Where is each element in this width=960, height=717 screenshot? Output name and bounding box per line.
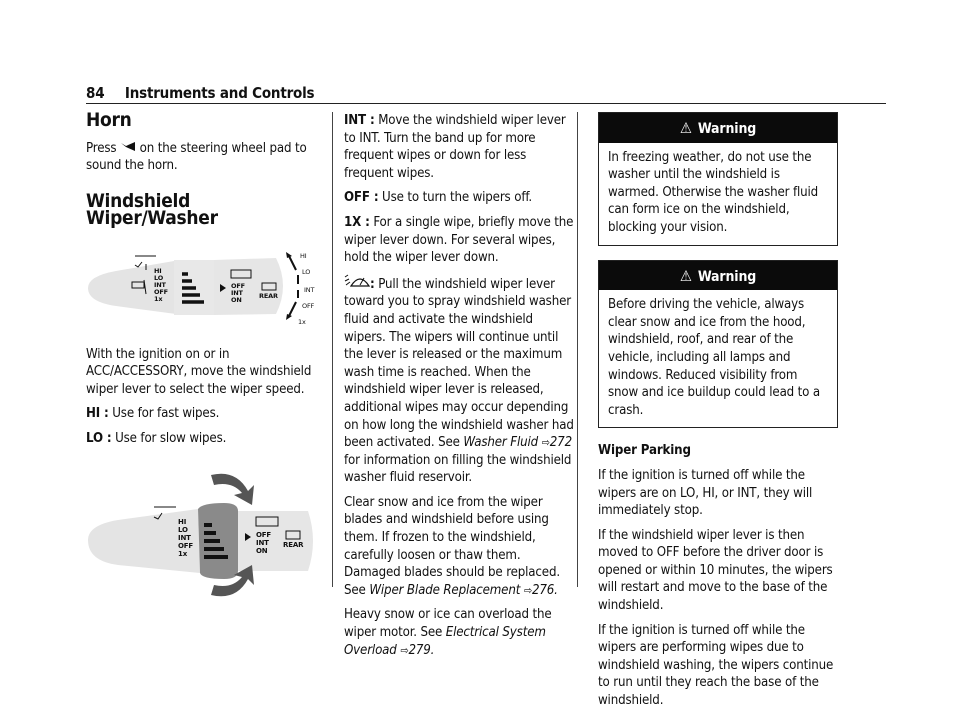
header-rule <box>86 103 886 104</box>
electrical-overload-ref[interactable]: Electrical System Overload <box>344 625 546 658</box>
column-2 <box>344 112 576 666</box>
warning-box-2 <box>598 260 838 429</box>
wiper-intro: With the ignition on or in ACC/ACCESSORY, move the windshield wiper lever to select the wiper speed. <box>86 346 312 397</box>
column-divider-1 <box>332 112 333 587</box>
fig1-label-off: OFF <box>154 287 168 296</box>
ref-arrow: ⇨ <box>523 583 532 597</box>
warning-title-2: ⚠ Warning <box>599 261 837 291</box>
washer-icon <box>344 274 370 288</box>
page-header <box>86 84 886 102</box>
fig1-label-1x: 1x <box>154 294 163 303</box>
parking-paragraph-3: If the ignition is turned off while the wipers are performing wipes due to windshield washing, the wipers continue to run until they reach the base of the windshield. <box>598 622 834 709</box>
horn-heading: Horn <box>86 109 132 131</box>
ref-arrow: ⇨ <box>400 643 409 657</box>
horn-paragraph <box>86 140 318 175</box>
column-1 <box>86 109 318 612</box>
fig2-label-lo: LO <box>178 525 188 534</box>
wiper-lever-figure-2 <box>86 467 318 607</box>
fig2-label-1x: 1x <box>178 549 188 558</box>
fig2-label-int: INT <box>178 533 191 542</box>
wiper-parking-heading: Wiper Parking <box>598 443 691 459</box>
onex-item: 1X : For a single wipe, briefly move the wiper lever down. For several wipes, hold the wiper lever down. <box>344 214 574 266</box>
hi-item: HI : Use for fast wipes. <box>86 406 220 422</box>
horn-icon <box>120 141 136 152</box>
fig1-label-hi: HI <box>154 266 162 275</box>
off-item: OFF : Use to turn the wipers off. <box>344 190 533 206</box>
fig1-label-lo: LO <box>154 273 164 282</box>
column-3 <box>598 112 838 717</box>
fig1-pos-off: OFF <box>302 301 315 310</box>
fig2-mode-on: ON <box>256 546 268 555</box>
warning-text-2: Before driving the vehicle, always clear snow and ice from the hood, windshield, roof, and rear of the vehicle, including all lamps and windows. Reduced visibility from snow and ice buildup could lead to a crash. <box>608 297 821 418</box>
clear-paragraph: Clear snow and ice from the wiper blades and windshield before using them. If frozen to the windshield, carefully loosen or thaw them. Damaged blades should be replaced. See Wiper Blade Replacement ⇨276. <box>344 494 560 598</box>
washer-item: : Pull the windshield wiper lever toward you to spray windshield washer fluid and activate the windshield wipers. The wipers will continue until the lever is released or the maximum wash time is reached. When the windshield wiper lever is released, additional wipes may occur depending on how long the windshield washer had been activated. See Washer Fluid ⇨272 for information on filling the windshield washer fluid reservoir. <box>344 274 576 487</box>
warning-box-1 <box>598 112 838 246</box>
fig1-rear-label: REAR <box>259 291 278 300</box>
warning-text-1: In freezing weather, do not use the washer until the windshield is warmed. Otherwise the washer fluid can form ice on the windshield, blocking your vision. <box>608 149 819 235</box>
parking-paragraph-1: If the ignition is turned off while the wipers are on LO, HI, or INT, they will immediately stop. <box>598 467 813 519</box>
warning-title-1: ⚠ Warning <box>599 113 837 143</box>
lo-item: LO : Use for slow wipes. <box>86 430 227 446</box>
fig1-mode-off: OFF <box>231 281 245 290</box>
fig2-mode-off: OFF <box>256 530 272 539</box>
horn-text-post: on the steering wheel pad to sound the horn. <box>86 140 307 174</box>
fig1-label-int: INT <box>154 280 166 289</box>
fig1-pos-int: INT <box>304 285 315 294</box>
wiper-heading: Windshield Wiper/Washer <box>86 189 218 230</box>
int-item: INT : Move the windshield wiper lever to INT. Turn the band up for more frequent wipes or down for less frequent wipes. <box>344 113 566 181</box>
fig2-rear-label: REAR <box>283 540 304 549</box>
section-title: Instruments and Controls <box>124 84 315 102</box>
fig1-pos-lo: LO <box>302 267 311 276</box>
column-divider-2 <box>577 112 578 587</box>
fig2-label-off: OFF <box>178 541 194 550</box>
heavy-snow-paragraph: Heavy snow or ice can overload the wiper motor. See Electrical System Overload ⇨279. <box>344 607 552 658</box>
page-number: 84 <box>86 84 105 102</box>
wiper-blade-ref[interactable]: Wiper Blade Replacement <box>369 582 521 598</box>
wiper-lever-figure-1 <box>86 240 318 332</box>
fig1-mode-int: INT <box>231 288 243 297</box>
fig1-pos-hi: HI <box>300 251 307 260</box>
fig1-pos-1x: 1x <box>298 317 306 326</box>
parking-paragraph-2: If the windshield wiper lever is then moved to OFF before the driver door is opened or within 10 minutes, the wipers will restart and move to the base of the windshield. <box>598 527 833 614</box>
fig1-mode-on: ON <box>231 295 242 304</box>
fig2-mode-int: INT <box>256 538 269 547</box>
fig2-label-hi: HI <box>178 517 187 526</box>
ref-arrow: ⇨ <box>541 436 550 450</box>
warning-icon: ⚠ <box>679 266 692 285</box>
warning-icon: ⚠ <box>679 119 692 137</box>
horn-text-pre: Press <box>86 140 117 156</box>
washer-fluid-ref[interactable]: Washer Fluid <box>463 435 538 451</box>
